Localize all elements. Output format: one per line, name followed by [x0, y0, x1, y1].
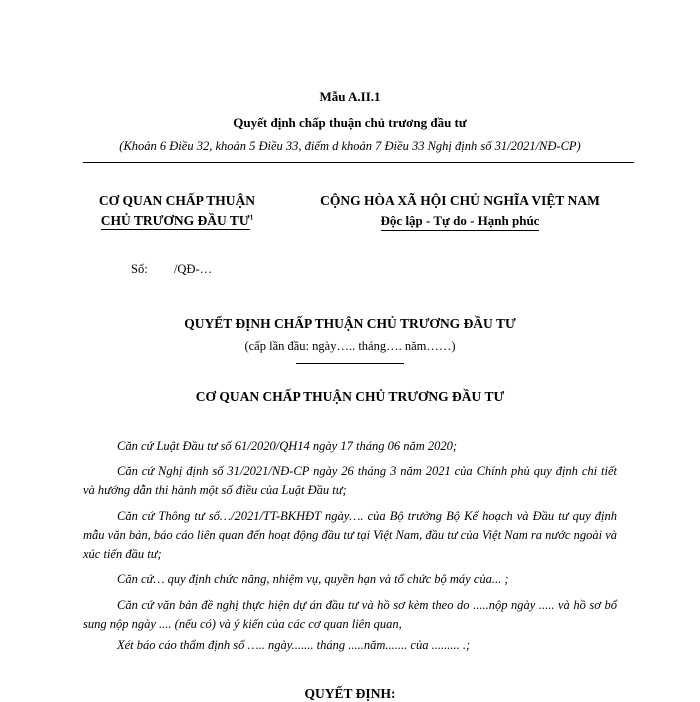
form-legal-basis: (Khoản 6 Điều 32, khoản 5 Điều 33, điểm d khoản 7 Điều 33 Nghị định số 31/2021/NĐ-CP) — [119, 139, 581, 153]
decision-issue-line: (cấp lần đầu: ngày….. tháng…. năm……) — [244, 339, 456, 353]
agency-footnote-marker: 1 — [249, 213, 254, 222]
decides-heading: QUYẾT ĐỊNH: — [304, 686, 396, 701]
document-number-row — [131, 262, 212, 277]
basis-paragraph-4: Căn cứ… quy định chức năng, nhiệm vụ, quyền hạn và tổ chức bộ máy của... ; — [117, 572, 509, 586]
agency-line-2-wrap — [82, 213, 272, 229]
agency-line-1: CƠ QUAN CHẤP THUẬN — [98, 193, 256, 208]
agency-line-2: CHỦ TRƯƠNG ĐẦU TƯ — [100, 213, 250, 228]
decision-title: QUYẾT ĐỊNH CHẤP THUẬN CHỦ TRƯƠNG ĐẦU TƯ — [184, 316, 516, 331]
form-name: Quyết định chấp thuận chủ trương đầu tư — [233, 115, 467, 130]
basis-paragraph-3: Căn cứ Thông tư số…/2021/TT-BKHĐT ngày…. của Bộ trưởng Bộ Kế hoạch và Đầu tư quy định mẫu văn bản, báo cáo liên quan đến hoạt động đầu tư tại Việt Nam, đầu tư của Việt Nam ra nước ngoài và xúc tiến đầu tư; — [83, 509, 617, 561]
document-number-label: Số: — [131, 262, 148, 276]
title-underline — [296, 363, 404, 364]
basis-paragraph-2: Căn cứ Nghị định số 31/2021/NĐ-CP ngày 26 tháng 3 năm 2021 của Chính phủ quy định chi tiết và hướng dẫn thi hành một số điều của Luật Đầu tư; — [83, 464, 617, 497]
basis-paragraph-5: Căn cứ văn bản đề nghị thực hiện dự án đầu tư và hồ sơ kèm theo do .....nộp ngày ..... và hồ sơ bổ sung nộp ngày .... (nếu có) và ý kiến của các cơ quan liên quan, — [83, 598, 617, 631]
header-divider — [83, 162, 634, 163]
motto-wrap — [310, 213, 610, 229]
country-name: CỘNG HÒA XÃ HỘI CHỦ NGHĨA VIỆT NAM — [320, 193, 600, 208]
motto: Độc lập - Tự do - Hạnh phúc — [381, 213, 540, 231]
issuing-authority: CƠ QUAN CHẤP THUẬN CHỦ TRƯƠNG ĐẦU TƯ — [195, 389, 505, 404]
document-number-value: /QĐ-… — [173, 262, 213, 276]
basis-paragraph-1: Căn cứ Luật Đầu tư số 61/2020/QH14 ngày 17 tháng 06 năm 2020; — [117, 439, 458, 453]
form-code: Mẫu A.II.1 — [319, 89, 381, 104]
basis-paragraph-6: Xét báo cáo thẩm định số ….. ngày....... tháng .....năm....... của ......... .; — [117, 638, 471, 652]
